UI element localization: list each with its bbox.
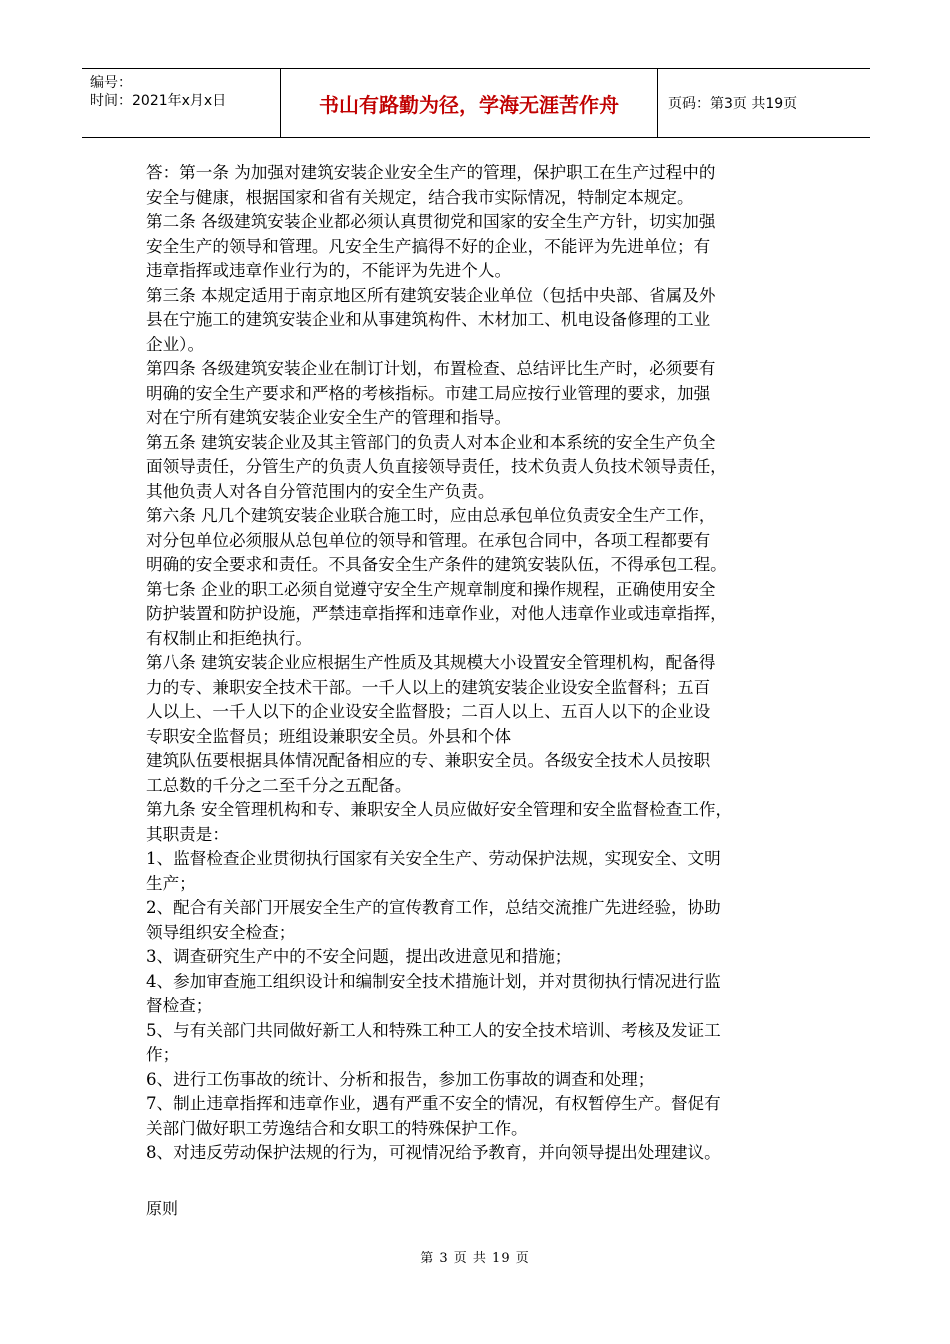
page-footer: 第 3 页 共 19 页 bbox=[420, 1251, 530, 1266]
body-line: 第四条 各级建筑安装企业在制订计划，布置检查、总结评比生产时，必须要有 bbox=[146, 359, 716, 378]
body-line: 有权制止和拒绝执行。 bbox=[146, 628, 312, 648]
body-line: 第七条 企业的职工必须自觉遵守安全生产规章制度和操作规程，正确使用安全 bbox=[146, 579, 716, 599]
body-line: 答：第一条 为加强对建筑安装企业安全生产的管理，保护职工在生产过程中的 bbox=[146, 163, 716, 182]
body-line: 关部门做好职工劳逸结合和女职工的特殊保护工作。 bbox=[146, 1118, 528, 1138]
body-line: 安全生产的领导和管理。凡安全生产搞得不好的企业，不能评为先进单位；有 bbox=[146, 236, 711, 256]
body-line: 安全与健康，根据国家和省有关规定，结合我市实际情况，特制定本规定。 bbox=[146, 187, 694, 207]
body-line: 1、监督检查企业贯彻执行国家有关安全生产、劳动保护法规，实现安全、文明 bbox=[146, 849, 721, 868]
body-line: 第六条 凡几个建筑安装企业联合施工时，应由总承包单位负责安全生产工作， bbox=[146, 506, 716, 525]
header-meta bbox=[82, 69, 281, 137]
body-line: 5、与有关部门共同做好新工人和特殊工种工人的安全技术培训、考核及发证工 bbox=[146, 1020, 721, 1040]
body-line: 第九条 安全管理机构和专、兼职安全人员应做好安全管理和安全监督检查工作， bbox=[146, 800, 733, 819]
body-line: 第八条 建筑安装企业应根据生产性质及其规模大小设置安全管理机构，配备得 bbox=[146, 653, 716, 672]
body-line: 防护装置和防护设施，严禁违章指挥和违章作业，对他人违章作业或违章指挥， bbox=[146, 604, 727, 623]
document-time-label: 时间：2021年x月x日 bbox=[90, 93, 227, 109]
body-line: 建筑队伍要根据具体情况配备相应的专、兼职安全员。各级安全技术人员按职 bbox=[146, 751, 711, 770]
body-line: 2、配合有关部门开展安全生产的宣传教育工作，总结交流推广先进经验，协助 bbox=[146, 898, 721, 917]
page-header bbox=[82, 68, 870, 138]
body-line: 生产； bbox=[146, 873, 196, 893]
body-line: 第三条 本规定适用于南京地区所有建筑安装企业单位（包括中央部、省属及外 bbox=[146, 285, 716, 305]
body-line: 明确的安全要求和责任。不具备安全生产条件的建筑安装队伍，不得承包工程。 bbox=[146, 555, 727, 574]
document-number-label: 编号： bbox=[90, 75, 132, 91]
body-line: 6、进行工伤事故的统计、分析和报告，参加工伤事故的调查和处理； bbox=[146, 1069, 655, 1089]
body-line: 其他负责人对各自分管范围内的安全生产负责。 bbox=[146, 481, 495, 501]
body-line: 作； bbox=[146, 1045, 180, 1064]
document-body bbox=[146, 161, 826, 1166]
body-line: 对分包单位必须服从总包单位的领导和管理。在承包合同中，各项工程都要有 bbox=[146, 530, 711, 550]
body-line: 企业）。 bbox=[146, 334, 205, 354]
body-line: 面领导责任，分管生产的负责人负直接领导责任，技术负责人负技术领导责任， bbox=[146, 457, 727, 476]
body-line: 人以上、一千人以下的企业设安全监督股；二百人以上、五百人以下的企业设 bbox=[146, 702, 711, 721]
body-line: 县在宁施工的建筑安装企业和从事建筑构件、木材加工、机电设备修理的工业 bbox=[146, 310, 711, 329]
closing-text: 原则 bbox=[146, 1199, 179, 1218]
body-line: 领导组织安全检查； bbox=[146, 922, 296, 942]
header-motto: 书山有路勤为径，学海无涯苦作舟 bbox=[281, 69, 658, 137]
body-line: 其职责是： bbox=[146, 824, 229, 844]
body-line: 专职安全监督员；班组设兼职安全员。外县和个体 bbox=[146, 726, 512, 746]
body-line: 工总数的千分之二至千分之五配备。 bbox=[146, 775, 412, 795]
body-line: 违章指挥或违章作业行为的，不能评为先进个人。 bbox=[146, 261, 512, 280]
body-line: 8、对违反劳动保护法规的行为，可视情况给予教育，并向领导提出处理建议。 bbox=[146, 1143, 721, 1162]
body-line: 第五条 建筑安装企业及其主管部门的负责人对本企业和本系统的安全生产负全 bbox=[146, 432, 716, 452]
header-page-number: 页码：第3页 共19页 bbox=[668, 96, 798, 112]
body-line: 督检查； bbox=[146, 996, 213, 1015]
body-line: 力的专、兼职安全技术干部。一千人以上的建筑安装企业设安全监督科；五百 bbox=[146, 677, 711, 697]
body-line: 对在宁所有建筑安装企业安全生产的管理和指导。 bbox=[146, 408, 512, 427]
body-line: 7、制止违章指挥和违章作业，遇有严重不安全的情况，有权暂停生产。督促有 bbox=[146, 1094, 721, 1113]
body-line: 第二条 各级建筑安装企业都必须认真贯彻党和国家的安全生产方针，切实加强 bbox=[146, 212, 716, 231]
body-line: 明确的安全生产要求和严格的考核指标。市建工局应按行业管理的要求，加强 bbox=[146, 383, 711, 403]
body-line: 4、参加审查施工组织设计和编制安全技术措施计划，并对贯彻执行情况进行监 bbox=[146, 971, 721, 991]
body-line: 3、调查研究生产中的不安全问题，提出改进意见和措施； bbox=[146, 947, 572, 966]
